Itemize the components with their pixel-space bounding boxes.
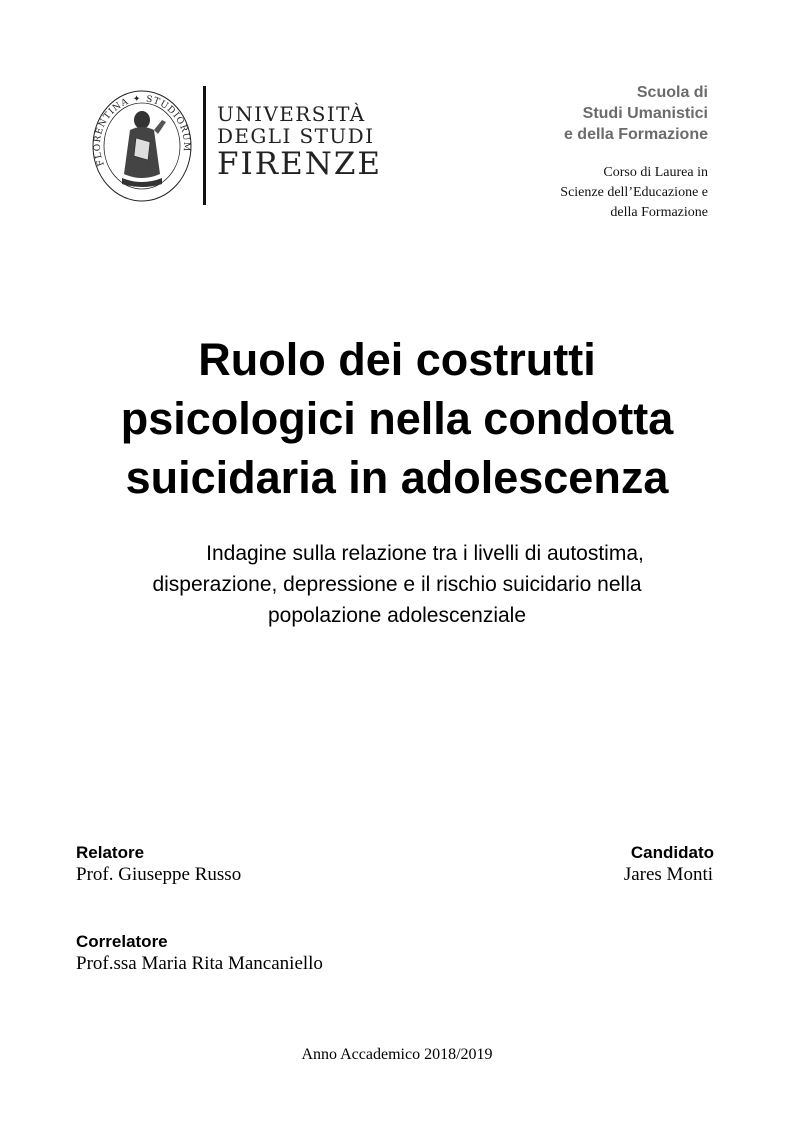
university-seal-logo — [92, 90, 192, 202]
subtitle-line-3: popolazione adolescenziale — [267, 604, 527, 627]
course-name — [560, 163, 708, 223]
svg-text:FLORENTINA ✦ STU: FLORENTINA ✦ STUDIORUM — [92, 94, 192, 168]
university-line-1: UNIVERSITÀ — [217, 102, 366, 126]
candidato-label: Candidato — [630, 843, 714, 862]
university-line-2: DEGLI STUDI — [217, 124, 375, 148]
school-line-1: Scuola di — [636, 84, 708, 101]
school-line-2: Studi Umanistici — [582, 105, 708, 122]
university-line-3: FIRENZE — [217, 146, 383, 182]
school-line-3: e della Formazione — [563, 126, 708, 143]
title-line-3: suicidaria in adolescenza — [125, 452, 669, 503]
candidato-name: Jares Monti — [623, 864, 713, 885]
subtitle-line-1: Indagine sulla relazione tra i livelli di autostima, — [206, 542, 644, 565]
relatore-name: Prof. Giuseppe Russo — [76, 864, 242, 885]
thesis-subtitle — [100, 538, 694, 631]
academic-year: Anno Accademico 2018/2019 — [301, 1046, 493, 1063]
course-line-3: della Formazione — [610, 205, 708, 220]
university-wordmark — [217, 102, 383, 182]
title-line-2: psicologici nella condotta — [120, 393, 674, 444]
course-line-1: Corso di Laurea in — [603, 165, 708, 180]
school-name — [564, 82, 708, 145]
course-line-2: Scienze dell’Educazione e — [560, 185, 708, 200]
logo-divider — [203, 86, 206, 205]
subtitle-line-2: disperazione, depressione e il rischio suicidario nella — [152, 573, 642, 596]
correlatore-name: Prof.ssa Maria Rita Mancaniello — [76, 953, 323, 974]
thesis-title — [60, 330, 734, 507]
title-line-1: Ruolo dei costrutti — [198, 334, 596, 385]
relatore-label: Relatore — [76, 843, 145, 862]
correlatore-label: Correlatore — [76, 932, 168, 951]
seal-text-right: STUDIORUM — [145, 94, 192, 153]
seal-text-left: FLORENTINA — [92, 96, 131, 168]
